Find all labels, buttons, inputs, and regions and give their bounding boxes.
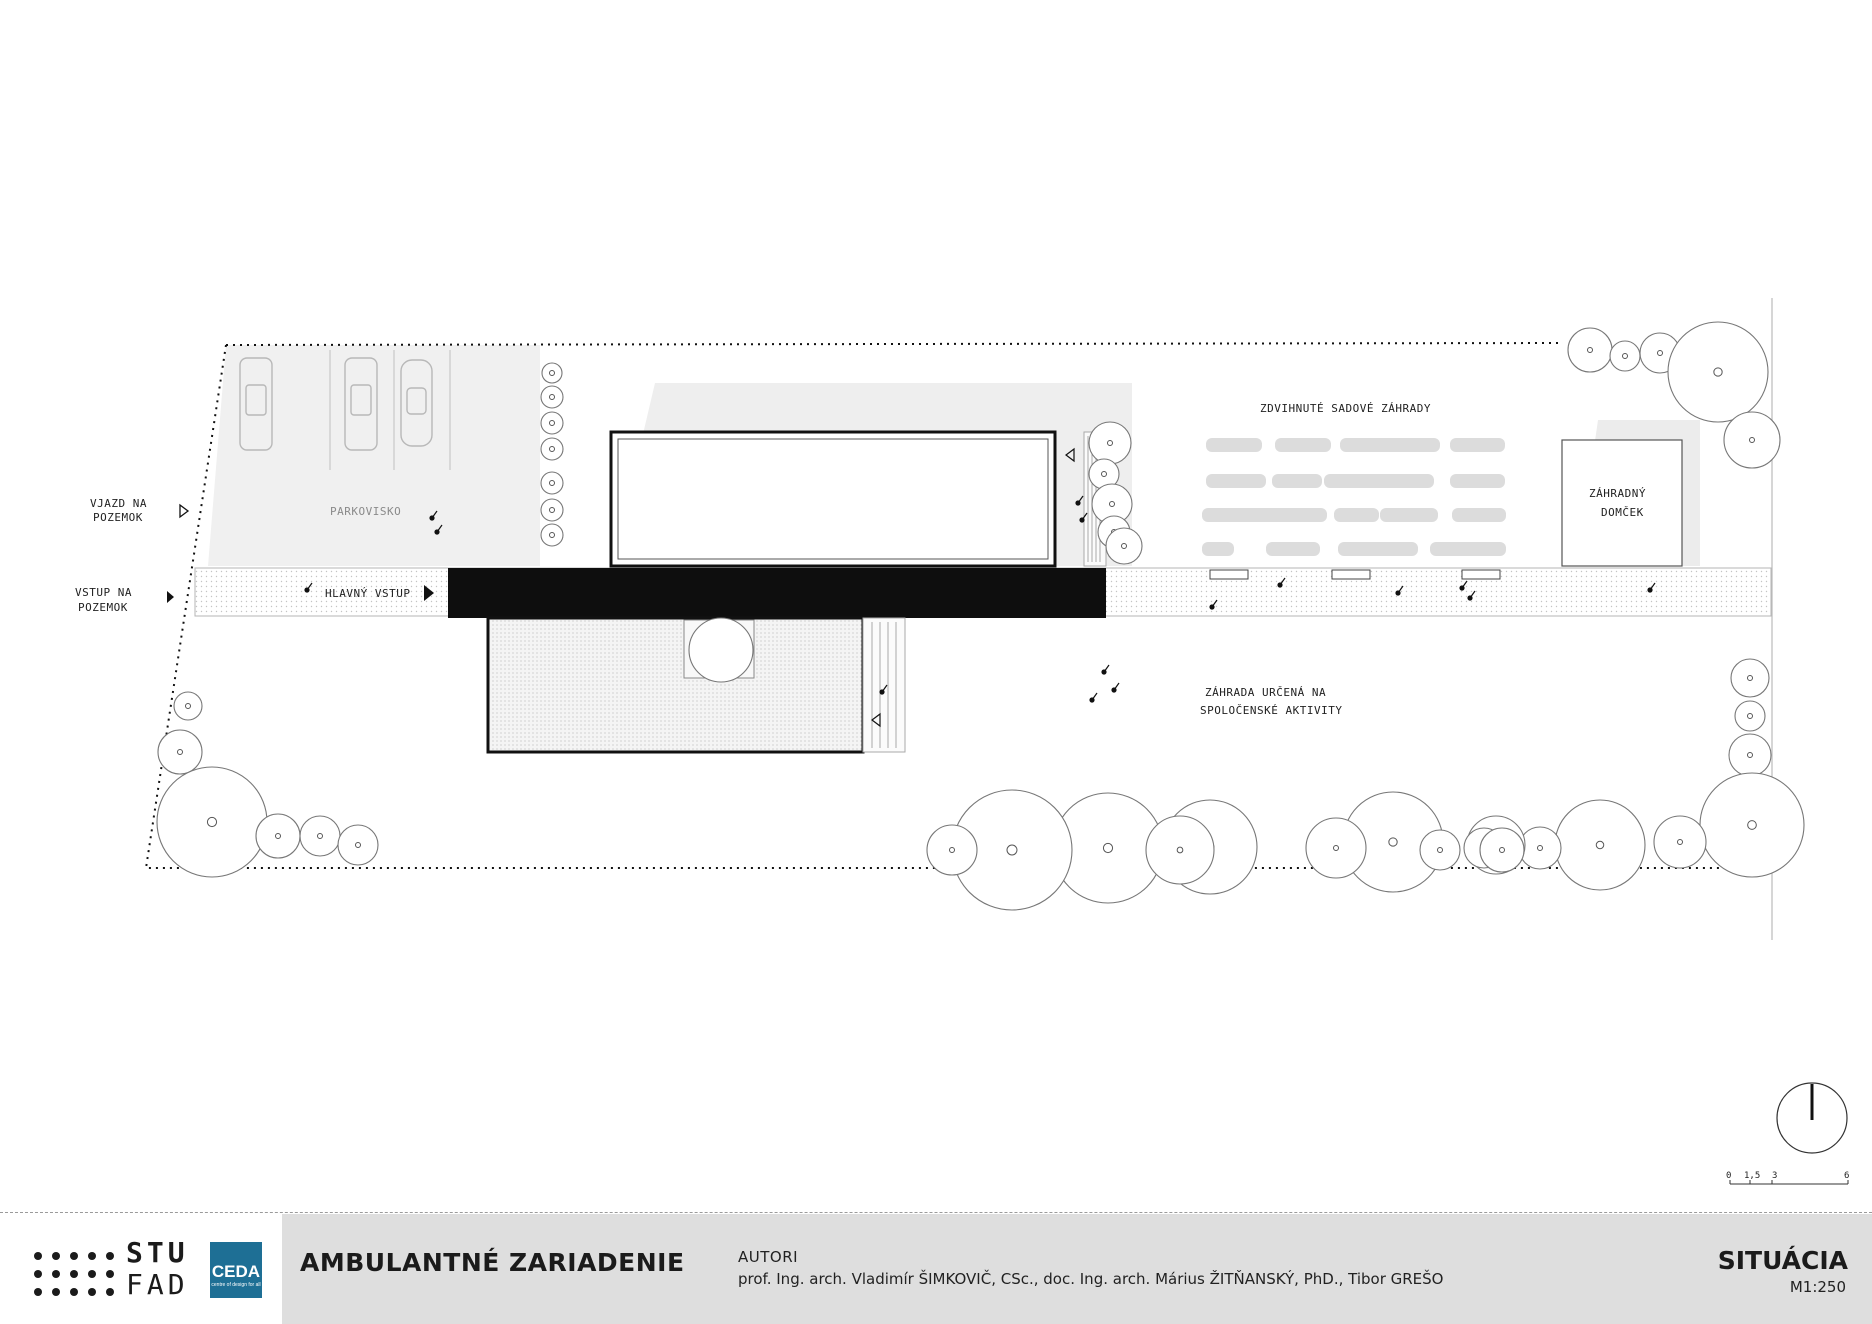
label-hlavny-vstup: HLAVNÝ VSTUP [325, 587, 411, 600]
project-title: AMBULANTNÉ ZARIADENIE [300, 1248, 685, 1277]
tree-icon [541, 438, 563, 460]
scale-label-1: 1,5 [1744, 1171, 1761, 1181]
tree-icon [1724, 412, 1780, 468]
label-parkovisko: PARKOVISKO [330, 505, 402, 518]
tree-icon [1568, 328, 1612, 372]
tree-icon [158, 730, 202, 774]
sheet-scale: M1:250 [1789, 1278, 1846, 1296]
tree-icon [1610, 341, 1640, 371]
tree-icon [1555, 800, 1645, 890]
tree-icon [300, 816, 340, 856]
tree-icon [1654, 816, 1706, 868]
tree-icon [1146, 816, 1214, 884]
label-vjazd-line1: VJAZD NA [90, 497, 147, 510]
tree-icon [1700, 773, 1804, 877]
tree-icon [927, 825, 977, 875]
tree-icon [256, 814, 300, 858]
building-south-wing [488, 618, 863, 752]
ceda-logo-name: CEDA [211, 1262, 261, 1281]
scale-label-3: 6 [1844, 1171, 1850, 1181]
sheet-title: SITUÁCIA [1717, 1246, 1848, 1275]
ceda-logo [210, 1242, 262, 1298]
arrow-vstup [167, 591, 174, 603]
tree-icon [1480, 828, 1524, 872]
tree-icon [1089, 422, 1131, 464]
arrow-vjazd [180, 505, 188, 517]
tree-icon [157, 767, 267, 877]
title-block [0, 1212, 1872, 1324]
garden-shed [1562, 440, 1682, 566]
tree-icon [338, 825, 378, 865]
tree-icon [541, 499, 563, 521]
tree-icon [1420, 830, 1460, 870]
tree-icon [1731, 659, 1769, 697]
label-vjazd-line2: POZEMOK [93, 511, 143, 524]
logo-stu: STU [126, 1236, 189, 1269]
ceda-logo-sub: centre of design for all [211, 1282, 261, 1288]
garden-beds [1202, 438, 1506, 556]
tree-icon [1729, 734, 1771, 776]
label-domcek-line2: DOMČEK [1601, 506, 1644, 519]
stu-logo-dots-icon [34, 1252, 120, 1304]
tree-icon [542, 363, 562, 383]
label-sadove-zahrady: ZDVIHNUTÉ SADOVÉ ZÁHRADY [1260, 402, 1431, 415]
label-vstup-line2: POZEMOK [78, 601, 128, 614]
label-vstup-line1: VSTUP NA [75, 586, 132, 599]
parking-area [208, 345, 540, 566]
tree-icon [1668, 322, 1768, 422]
scale-label-0: 0 [1726, 1171, 1732, 1181]
scale-label-2: 3 [1772, 1171, 1778, 1181]
logo-fad: FAD [126, 1268, 189, 1301]
building-connector [448, 568, 1106, 618]
tree-icon [541, 386, 563, 408]
building-north-wing [611, 432, 1055, 566]
tree-icon [541, 472, 563, 494]
tree-icon [541, 412, 563, 434]
tree-icon [1735, 701, 1765, 731]
tree-icon [541, 524, 563, 546]
tree-icon [174, 692, 202, 720]
label-zahrada-line1: ZÁHRADA URČENÁ NA [1205, 686, 1327, 699]
tree-icon [689, 618, 753, 682]
site-boundary [226, 343, 1563, 345]
label-domcek-line1: ZÁHRADNÝ [1589, 487, 1646, 500]
tree-icon [1306, 818, 1366, 878]
authors-heading: AUTORI [738, 1248, 799, 1266]
tree-icon [1106, 528, 1142, 564]
authors-list: prof. Ing. arch. Vladimír ŠIMKOVIČ, CSc., doc. Ing. arch. Márius ŽITŇANSKÝ, PhD., Tibor GREŠO [738, 1270, 1444, 1288]
label-zahrada-line2: SPOLOČENSKÉ AKTIVITY [1200, 704, 1343, 717]
